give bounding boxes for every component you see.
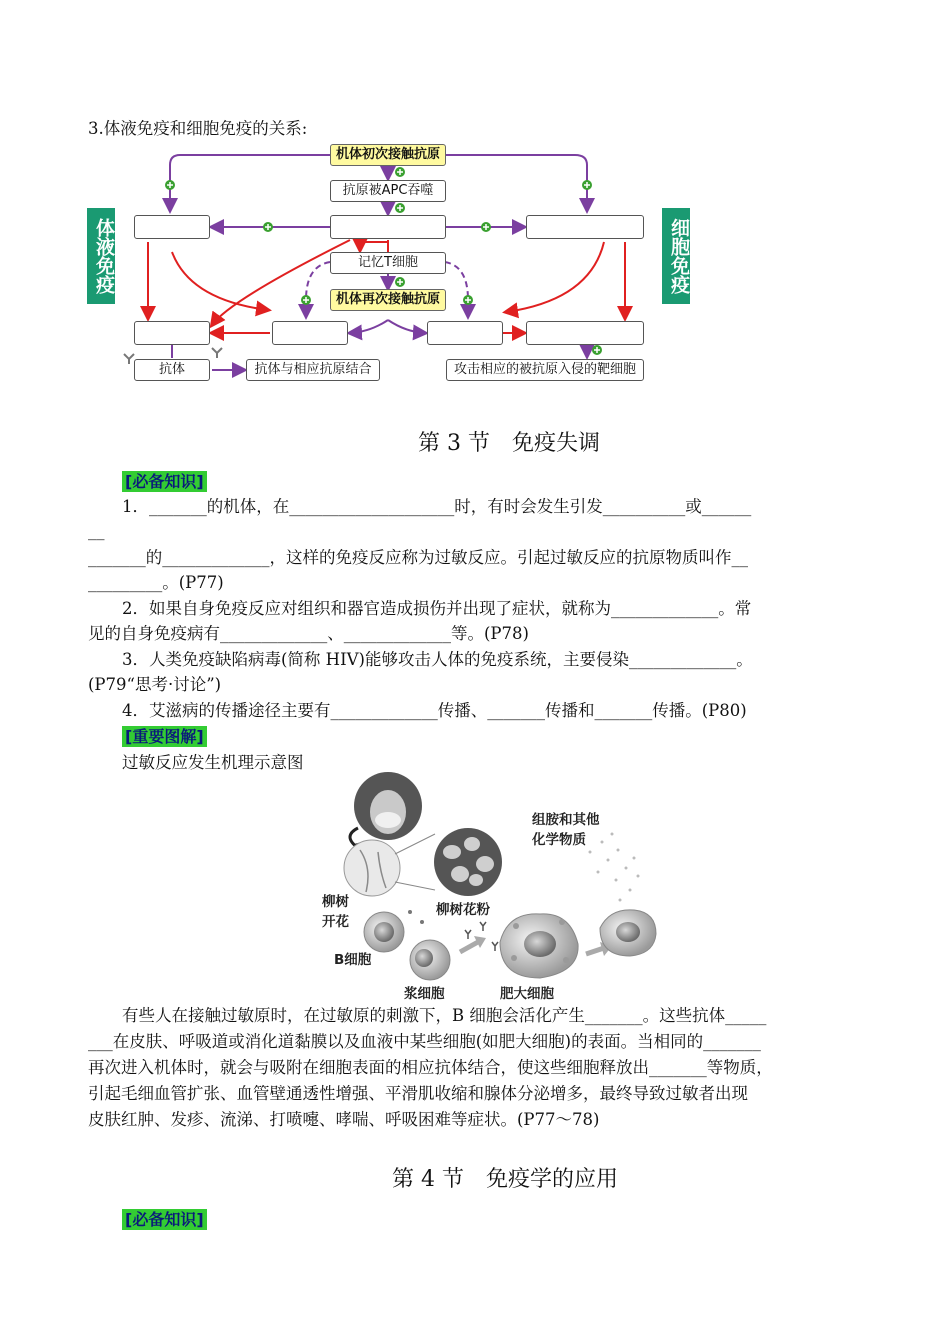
- q2-line-b: 见的自身免疫病有_____________、_____________等。(P78): [88, 624, 529, 643]
- plasma-cell-label: 浆细胞: [404, 986, 445, 1002]
- q1-line-a: 1．_______的机体，在____________________时，有时会发生引发__________或______: [122, 497, 752, 516]
- apc-box: 抗原被APC吞噬: [330, 180, 446, 202]
- q1-line-b: __: [88, 521, 105, 540]
- figure-title: 过敏反应发生机理示意图: [122, 753, 304, 772]
- paragraph-line-5: 皮肤红肿、发疹、流涕、打喷嚏、哮喘、呼吸困难等症状。(P77～78): [88, 1110, 600, 1129]
- q1-line-d: _________。(P77): [88, 573, 224, 592]
- paragraph-line-3: 再次进入机体时，就会与吸附在细胞表面的相应抗体结合，使这些细胞释放出_______等物质，: [88, 1058, 773, 1077]
- willow-label-1: 柳树: [322, 894, 349, 910]
- blank-box-right-3: [427, 321, 503, 345]
- chapter4-knowledge-tag: [必备知识]: [122, 1209, 207, 1230]
- q4-line: 4．艾滋病的传播途径主要有_____________传播、_______传播和_______传播。(P80): [122, 701, 747, 720]
- blank-box-left-1: [134, 215, 210, 239]
- antibody-box: 抗体: [134, 359, 210, 381]
- cellular-immunity-sidebar: 细胞免疫: [662, 208, 690, 304]
- b-cell-label: B细胞: [334, 952, 372, 968]
- immunity-diagram: [0, 0, 950, 400]
- willow-label-2: 开花: [322, 914, 349, 930]
- histamine-particles-icon: [589, 833, 640, 902]
- q1-line-c: _______的_____________，这样的免疫反应称为过敏反应。引起过敏反应的抗原物质叫作__: [88, 548, 748, 567]
- memory-t-box: 记忆T细胞: [330, 252, 446, 274]
- figure-tag: [重要图解]: [122, 726, 207, 747]
- q3-line-b: (P79“思考·讨论”): [88, 675, 222, 694]
- pollen-label: 柳树花粉: [436, 902, 490, 918]
- histamine-label-1: 组胺和其他: [532, 812, 600, 828]
- chapter3-heading: 第 3 节 免疫失调: [418, 431, 600, 456]
- willow-icon: [344, 840, 400, 896]
- antibody-bind-box: 抗体与相应抗原结合: [246, 359, 380, 381]
- q3-line-a: 3．人类免疫缺陷病毒(简称 HIV)能够攻击人体的免疫系统，主要侵染_____________。: [122, 650, 753, 669]
- first-contact-box: 机体初次接触抗原: [330, 144, 446, 166]
- chapter4-heading: 第 4 节 免疫学的应用: [392, 1167, 618, 1192]
- section-title: 3.体液免疫和细胞免疫的关系:: [88, 119, 308, 138]
- allergy-figure: [300, 772, 660, 1002]
- paragraph-line-4: 引起毛细血管扩张、血管壁通透性增强、平滑肌收缩和腺体分泌增多，最终导致过敏者出现: [88, 1084, 748, 1103]
- paragraph-line-1: 有些人在接触过敏原时，在过敏原的刺激下，B 细胞会活化产生_______。这些抗体_____: [122, 1006, 767, 1025]
- knowledge-tag: [必备知识]: [122, 471, 207, 492]
- histamine-label-2: 化学物质: [532, 832, 586, 848]
- mast-cell-label: 肥大细胞: [500, 986, 554, 1002]
- humoral-immunity-sidebar: 体液免疫: [87, 208, 115, 304]
- blank-box-center: [330, 215, 446, 239]
- blank-box-right-2: [526, 321, 644, 345]
- attack-box: 攻击相应的被抗原入侵的靶细胞: [446, 359, 644, 381]
- blank-box-left-2: [134, 321, 210, 345]
- paragraph-line-2: ___在皮肤、呼吸道或消化道黏膜以及血液中某些细胞(如肥大细胞)的表面。当相同的_______: [88, 1032, 761, 1051]
- q2-line-a: 2．如果自身免疫反应对组织和器官造成损伤并出现了症状，就称为_____________。常: [122, 599, 752, 618]
- second-contact-box: 机体再次接触抗原: [330, 289, 446, 311]
- blank-box-left-3: [272, 321, 348, 345]
- blank-box-right-1: [526, 215, 644, 239]
